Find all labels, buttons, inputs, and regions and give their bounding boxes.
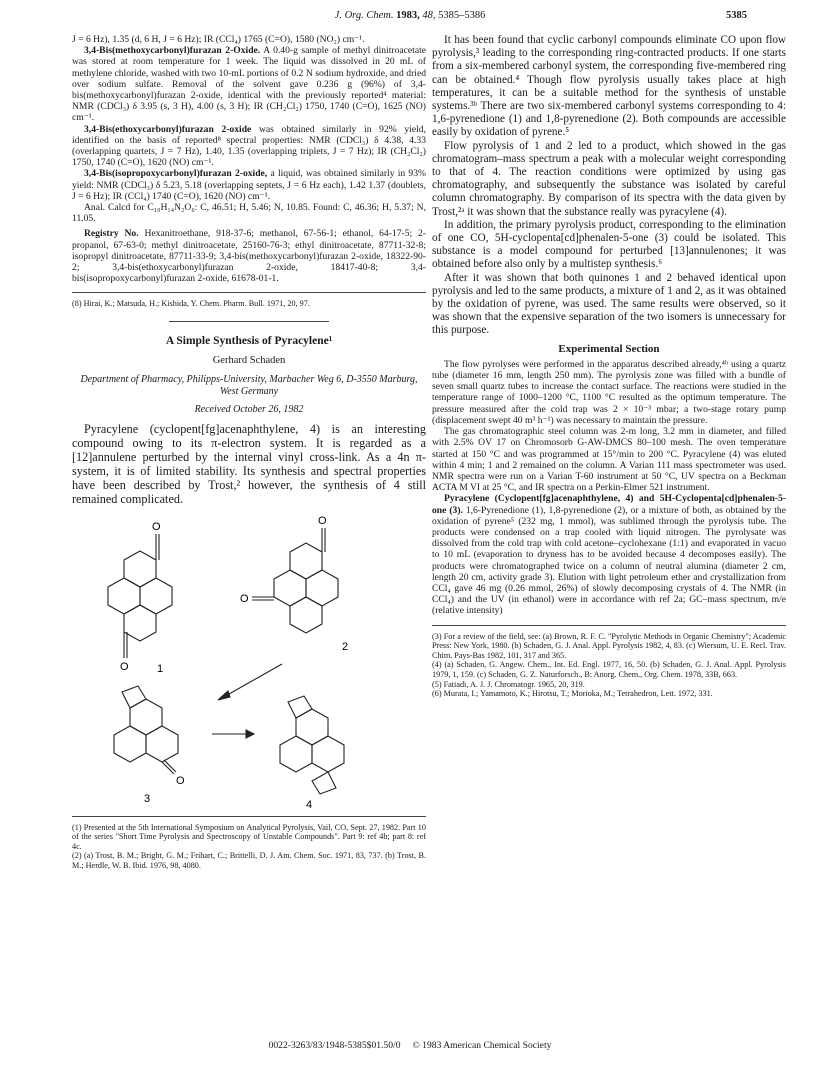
diagonal-arrow	[218, 664, 282, 700]
intro-paragraph: Pyracylene (cyclopent[fg]acenaphthylene, 4) is an interesting compound owing to its π-electron system. It is regarded as a [12]annulene perturbed by the internal vinyl cross-link. As a 4n π-system, it is of limited stability. Its synthesis and spectral properties have been described by Trost,² however, the synthesis of 4 still remained complicated.	[72, 421, 426, 506]
paragraph-text: A 0.40-g sample of methyl dinitroacetate was stored at room temperature for 1 week. The liquid was dissolved in 20 mL of methylene chloride, washed with two 10-mL portions of 0.2 N sodium hydroxide, and dried over sodium sulfate. Removal of the solvent gave 0.236 g (96%) of 3,4-bis(methoxycarbonyl)furazan 2-oxide, identical with the previously reported⁴ material: NMR (CDCl₃) δ 3.95 (s, 3 H), 4.00 (s, 3 H); IR (CH₂Cl₂) 1750, 1740 (C=O), 1625 (NO) cm⁻¹.	[72, 45, 426, 124]
oxygen-label: O	[318, 514, 327, 527]
paragraph: J = 6 Hz), 1.35 (d, 6 H, J = 6 Hz); IR (CCl₄) 1765 (C=O), 1580 (NO₂) cm⁻¹.	[72, 34, 365, 45]
structure-4	[280, 696, 344, 794]
compound-heading: Pyracylene (Cyclopent[fg]acenaphthylene, 4) and 5H-Cyclopenta[cd]phenalen-5-one (3).	[432, 493, 786, 516]
article-divider	[169, 321, 329, 322]
footnote: (5) Fatiadi, A. J. J. Chromatogr. 1965, 20, 319.	[432, 679, 585, 689]
right-column	[432, 34, 786, 699]
paragraph: The gas chromatographic steel column was 2-m long, 3.2 mm in diameter, and filled with 2.5% OV 17 on Chromosorb G-AW-DMCS 80–100 mesh. The oven temperature started at 150 °C and was programmed at 15°/min to 200 °C. Pyracylene (4) was eluted within 4 min; 1 and 2 remained on the column. A Varian 111 mass spectrometer was used. NMR spectra were run on a Varian T-60 instrument at 50 °C, UV spectra on a Beckman ACTA M VI at 25 °C, and IR spectra on a Perkin-Elmer 521 instrument.	[432, 426, 786, 494]
page-number: 5385	[726, 10, 747, 21]
registry-paragraph	[72, 228, 426, 284]
compound-number-4: 4	[306, 798, 313, 808]
left-column	[72, 34, 426, 871]
oxygen-label: O	[152, 520, 161, 533]
reaction-scheme-svg	[72, 512, 426, 808]
paragraph	[72, 124, 426, 169]
paragraph: The flow pyrolyses were performed in the apparatus described already,⁴ᵇ using a quartz tube (diameter 16 mm, length 250 mm). The pyrolysis zone was filled with a bundle of seven small quartz tubes to increase the contact surface. The reactions were studied in the temperature range of 1000–1200 °C, 1100 °C resulted as the optimum temperature. The pressure measured after the cold trap was 2 × 10⁻³ mbar; a two-stage rotary pump (displacement swept 40 m³ h⁻¹) was necessary to maintain the pressure.	[432, 358, 786, 426]
registry-heading: Registry No.	[84, 228, 139, 240]
structure-3	[114, 686, 178, 774]
paragraph: Flow pyrolysis of 1 and 2 led to a product, which showed in the gas chromatogram–mass spectrum a peak with a molecular weight corresponding to that of 4. The reaction conditions were optimized by using gas chromatography, and subsequently the substance was isolated by careful column chromatography. By comparison of its spectra with the data given by Trost,²ᵃ it was shown that the substance really was pyracylene (4).	[432, 139, 786, 218]
received-date: Received October 26, 1982	[194, 404, 304, 416]
registry-text: Hexanitroethane, 918-37-6; methanol, 67-56-1; ethanol, 64-17-5; 2-propanol, 67-63-0; methyl dinitroacetate, 25160-76-3; ethyl dinitroacetate, 87711-32-8; isopropyl dinitroacetate, 87711-33-9; 3,4-bis(methoxycarbonyl)furazan 2-oxide, 18322-90-2; 3,4-bis(ethoxycarbonyl)furazan 2-oxide, 18417-40-8; 3,4-bis(isopropoxycarbonyl)furazan 2-oxide, 61678-01-1.	[72, 228, 426, 285]
journal-pages: 5385–5386	[438, 10, 486, 21]
article-code: 0022-3263/83/1948-5385$01.50/0	[268, 1040, 401, 1051]
author-affiliation: Department of Pharmacy, Philipps-University, Marbacher Weg 6, D-3550 Marburg, West Germany	[80, 374, 418, 398]
structure-1	[108, 534, 172, 658]
paragraph	[72, 168, 426, 202]
paragraph: After it was shown that both quinones 1 and 2 behaved identical upon pyrolysis and led to the same products, a mixture of 1 and 2, as it was obtained by the oxidation of pyrene, was used. The same results were observed, so it was shown that the expensive separation of the two isomers is unnecessary for this purpose.	[432, 271, 786, 337]
section-heading: Experimental Section	[558, 342, 660, 355]
paragraph	[72, 45, 426, 123]
journal-citation	[0, 10, 820, 21]
compound-heading: 3,4-Bis(methoxycarbonyl)furazan 2-Oxide.	[84, 45, 261, 57]
compound-number-1: 1	[157, 662, 164, 675]
horizontal-arrow	[212, 730, 254, 738]
reaction-scheme-figure	[72, 512, 426, 808]
compound-number-2: 2	[342, 640, 349, 653]
paragraph-text: 1,6-Pyrenedione (1), 1,8-pyrenedione (2), or a mixture of both, as obtained by the oxidation of pyrene⁵ (232 mg, 1 mmol), was sublimed through the pyrolysis tube. The products were condensed on a trap cooled with liquid nitrogen. The pyrolysate was dissolved from the cold trap with cold acetone–cyclohexane (1:1) and evaporated in vacuo to 10 mL (evaporation to dryness has to be avoided because 4 decomposes easily). The products were chromatographed twice on a column of neutral alumina (diameter 2 cm, length 20 cm, activity grade 3). Elution with light petroleum ether and crystallization from CCl₄ gave 46 mg (0.26 mmol, 26%) of slowly decomposing crystals of 4. The NMR (in CCl₄) and the UV (in ethanol) were in accordance with ref 2a; GC–mass spectrum, m/e (relative intensity)	[432, 504, 786, 617]
compound-number-3: 3	[144, 792, 151, 805]
paragraph-text: a liquid, was obtained similarly in 93% yield: NMR (CDCl₃) δ 5.23, 5.18 (overlapping septets, J = 6 Hz each), 1.42 1.37 (doublets, J = 6 Hz); IR (CCl₄) 1740 (C=O), 1620 (NO) cm⁻¹.	[72, 168, 426, 202]
footnote-divider	[72, 816, 426, 817]
copyright-notice: © 1983 American Chemical Society	[412, 1040, 552, 1051]
running-header	[0, 10, 820, 26]
footnote-divider	[72, 292, 426, 293]
structure-2	[252, 528, 338, 633]
paragraph-text: was obtained similarly in 92% yield, identified on the basis of reported⁸ spectral properties: NMR (CDCl₃) δ 4.38, 4.33 (overlapping quartets, J = 7 Hz), 1.40, 1.35 (overlapping triplets, J = 7 Hz); IR (CH₂Cl₂) 1750, 1740 (C=O), 1620 (NO) cm⁻¹.	[72, 123, 426, 169]
footnote: (1) Presented at the 5th International Symposium on Analytical Pyrolysis, Vail, CO, Sept. 27, 1982. Part 10 of the series "Short Time Pyrolysis and Spectroscopy of Unstable Compounds". Part 9: ref 4b; part 8: ref 4c.	[72, 822, 426, 851]
paragraph	[432, 493, 786, 616]
paragraph: Anal. Calcd for C₁₀H₁₄N₂O₆: C, 46.51; H, 5.46; N, 10.85. Found: C, 46.36; H, 5.37; N, 11.05.	[72, 202, 426, 225]
article-title: A Simple Synthesis of Pyracylene¹	[165, 335, 333, 348]
journal-volume: 48,	[422, 10, 436, 21]
paragraph: In addition, the primary pyrolysis product, corresponding to the elimination of one CO, 5H-cyclopenta[cd]phenalen-5-one (3) could be isolated. This substance is a model compound for perturbed [13]annulenones; it was obtained before also only by a multistep synthesis.⁶	[432, 218, 786, 271]
oxygen-label: O	[176, 774, 185, 787]
oxygen-label: O	[240, 592, 249, 605]
compound-heading: 3,4-Bis(isopropoxycarbonyl)furazan 2-oxide,	[84, 168, 268, 180]
footnote-divider	[432, 625, 786, 626]
journal-name: J. Org. Chem.	[334, 10, 394, 21]
compound-heading: 3,4-Bis(ethoxycarbonyl)furazan 2-oxide	[84, 123, 252, 135]
footnote: (6) Murata, I.; Yamamoto, K.; Hirotsu, T.; Morioka, M.; Tetrahedron, Lett. 1972, 331.	[432, 689, 713, 699]
page-footer	[0, 1040, 820, 1051]
paragraph: It has been found that cyclic carbonyl compounds eliminate CO upon flow pyrolysis,³ leading to the corresponding ring-contracted products. If one starts from a six-membered carbonyl system, the corresponding five-membered ring can be obtained.⁴ Though flow pyrolysis usually takes place at high temperatures, it can be a suitable method for the synthesis of unstable systems.³ᵇ There are two six-membered carbonyl systems corresponding to 4: 1,6-pyrenedione (1) and 1,8-pyrenedione (2). Both compounds are accessible easily by oxidation of pyrene.⁵	[432, 34, 786, 139]
article-author: Gerhard Schaden	[212, 355, 286, 367]
footnote: (2) (a) Trost, B. M.; Bright, G. M.; Frihart, C.; Brittelli, D. J. Am. Chem. Soc. 1971, 83, 737. (b) Trost, B. M.; Herdle, W. B. Ibid. 1976, 98, 4080.	[72, 851, 426, 871]
footnote: (3) For a review of the field, see: (a) Brown, R. F. C. "Pyrolytic Methods in Organic Chemistry"; Academic Press: New York, 1980. (b) Schaden, G. J. Anal. Appl. Pyrolysis 1982, 4, 83. (c) Wiersum, U. E. Recl. Trav. Chim. Pays-Bas 1982, 101, 317 and 365.	[432, 631, 786, 660]
footnote: (8) Hirai, K.; Matsuda, H.; Kishida, Y. Chem. Pharm. Bull. 1971, 20, 97.	[72, 299, 310, 309]
journal-year: 1983,	[396, 10, 420, 21]
footnote: (4) (a) Schaden, G. Angew. Chem., Int. Ed. Engl. 1977, 16, 50. (b) Schaden, G. J. Anal. Appl. Pyrolysis 1979, 1, 159. (c) Schaden, G. Z. Naturforsch., B: Anorg. Chem., Org. Chem. 1978, 33B, 663.	[432, 660, 786, 679]
oxygen-label: O	[120, 660, 129, 673]
